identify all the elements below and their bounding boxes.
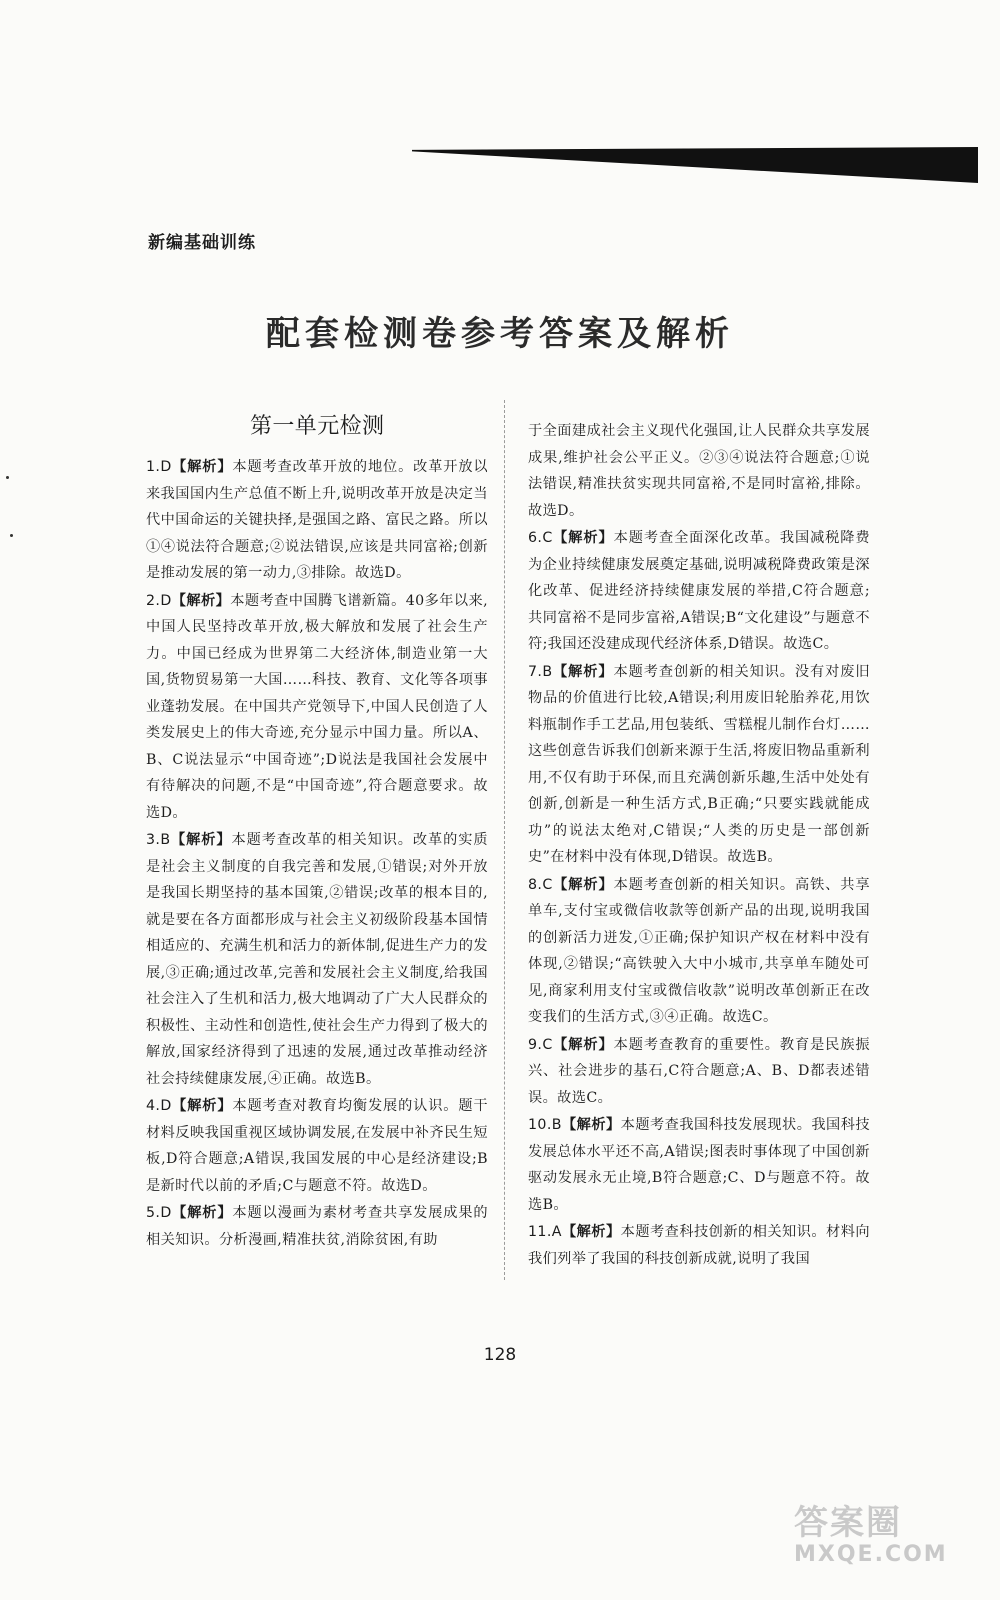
answer-number: 4.D bbox=[146, 1098, 172, 1114]
analysis-tag: 【解析】 bbox=[552, 663, 614, 680]
left-column bbox=[146, 412, 488, 1254]
scan-speck bbox=[6, 476, 9, 479]
answer-number: 7.B bbox=[528, 663, 553, 680]
analysis-text: 本题考查对教育均衡发展的认识。题干材料反映我国重视区域协调发展,在发展中补齐民生短板,D符合题意;A错误,我国发展的中心是经济建设;B是新时代以前的矛盾;C与题意不符。故选D。 bbox=[146, 1098, 488, 1194]
unit-heading: 第一单元检测 bbox=[250, 414, 385, 439]
answer-number: 9.C bbox=[528, 1036, 553, 1053]
watermark-logo bbox=[794, 1504, 974, 1574]
analysis-text: 本题考查中国腾飞谱新篇。40多年以来,中国人民坚持改革开放,极大解放和发展了社会生产力。中国已经成为世界第二大经济体,制造业第一大国,货物贸易第一大国……科技、教育、文化等各项事业蓬勃发展。在中国共产党领导下,中国人民创造了人类发展史上的伟大奇迹,充分显示中国力量。所以A、B、C说法显示“中国奇迹”;D说法是我国社会发展中有待解决的问题,不是“中国奇迹”,符合题意要求。故选D。 bbox=[146, 592, 488, 821]
scan-speck bbox=[10, 534, 13, 537]
answer-number: 6.C bbox=[528, 530, 553, 546]
answer-list-right bbox=[528, 525, 870, 1272]
analysis-text: 本题考查教育的重要性。教育是民族振兴、社会进步的基石,C符合题意;A、B、D都表述错误。故选C。 bbox=[528, 1036, 870, 1106]
answer-number: 5.D bbox=[146, 1205, 172, 1221]
page-number: 128 bbox=[483, 1345, 517, 1365]
analysis-text: 本题考查科技创新的相关知识。材料向我们列举了我国的科技创新成就,说明了我国 bbox=[528, 1224, 870, 1267]
answer-number: 2.D bbox=[146, 592, 172, 609]
answer-number: 10.B bbox=[528, 1117, 562, 1133]
watermark-text-top: 答案圈 bbox=[794, 1503, 902, 1543]
answer-number: 8.C bbox=[528, 876, 553, 893]
watermark-text-bottom: MXQE.COM bbox=[794, 1542, 948, 1567]
analysis-text: 本题考查改革的相关知识。改革的实质是社会主义制度的自我完善和发展,①错误;对外开放是我国长期坚持的基本国策,②错误;改革的根本目的,就是要在各方面都形成与社会主义初级阶段基本国情相适应的、充满生机和活力的新体制,促进生产力的发展,③正确;通过改革,完善和发展社会主义制度,给我国社会注入了生机和活力,极大地调动了广大人民群众的积极性、主动性和创造性,使社会生产力得到了极大的解放,国家经济得到了迅速的发展,通过改革推动经济社会持续健康发展,④正确。故选B。 bbox=[146, 832, 488, 1087]
analysis-tag: 【解析】 bbox=[171, 459, 233, 475]
answer-item bbox=[528, 1219, 870, 1272]
answer-number: 3.B bbox=[146, 832, 171, 848]
answer-item bbox=[528, 1032, 870, 1112]
header-decoration-bar bbox=[412, 147, 978, 183]
analysis-tag: 【解析】 bbox=[171, 1205, 233, 1221]
answer-item bbox=[528, 525, 870, 658]
analysis-text: 本题考查改革开放的地位。改革开放以来我国国内生产总值不断上升,说明改革开放是决定当代中国命运的关键抉择,是强国之路、富民之路。所以①④说法符合题意;②说法错误,应该是共同富裕;创新是推动发展的第一动力,③排除。故选D。 bbox=[146, 459, 488, 581]
answer-item bbox=[146, 827, 488, 1092]
analysis-text: 本题考查创新的相关知识。高铁、共享单车,支付宝或微信收款等创新产品的出现,说明我国的创新活力迸发,①正确;保护知识产权在材料中没有体现,②错误;“高铁驶入大中小城市,共享单车随处可见,商家利用支付宝或微信收款”说明改革创新正在改变我们的生活方式,③④正确。故选C。 bbox=[528, 876, 870, 1025]
analysis-tag: 【解析】 bbox=[561, 1224, 621, 1240]
page-title: 配套检测卷参考答案及解析 bbox=[266, 314, 734, 354]
analysis-text: 本题考查全面深化改革。我国减税降费为企业持续健康发展奠定基础,说明减税降费政策是深化改革、促进经济持续健康发展的举措,C符合题意;共同富裕不是同步富裕,A错误;B“文化建设”与题意不符;我国还没建成现代经济体系,D错误。故选C。 bbox=[528, 530, 870, 652]
column-divider bbox=[504, 400, 505, 1280]
analysis-tag: 【解析】 bbox=[171, 592, 231, 609]
answer-item bbox=[146, 1200, 488, 1253]
right-column bbox=[528, 418, 870, 1273]
analysis-tag: 【解析】 bbox=[170, 832, 232, 848]
analysis-tag: 【解析】 bbox=[552, 1036, 614, 1053]
answer-item bbox=[146, 454, 488, 587]
answer-number: 1.D bbox=[146, 459, 172, 475]
analysis-text: 本题以漫画为素材考查共享发展成果的相关知识。分析漫画,精准扶贫,消除贫困,有助 bbox=[146, 1205, 488, 1248]
analysis-text: 本题考查创新的相关知识。没有对废旧物品的价值进行比较,A错误;利用废旧轮胎养花,用饮料瓶制作手工艺品,用包装纸、雪糕棍儿制作台灯……这些创意告诉我们创新来源于生活,将废旧物品重新利用,不仅有助于环保,而且充满创新乐趣,生活中处处有创新,创新是一种生活方式,B正确;“只要实践就能成功”的说法太绝对,C错误;“人类的历史是一部创新史”在材料中没有体现,D错误。故选B。 bbox=[528, 663, 870, 865]
analysis-tag: 【解析】 bbox=[561, 1117, 621, 1133]
analysis-tag: 【解析】 bbox=[171, 1098, 233, 1114]
series-title: 新编基础训练 bbox=[148, 233, 256, 253]
analysis-tag: 【解析】 bbox=[552, 530, 614, 546]
answer-item bbox=[146, 588, 488, 827]
answer-list-left bbox=[146, 454, 488, 1253]
answer-item bbox=[528, 872, 870, 1031]
answer-item bbox=[528, 1112, 870, 1218]
answer-item bbox=[146, 1093, 488, 1199]
answer-item bbox=[528, 659, 870, 871]
answer-continuation: 于全面建成社会主义现代化强国,让人民群众共享发展成果,维护社会公平正义。②③④说法符合题意;①说法错误,精准扶贫实现共同富裕,不是同时富裕,排除。故选D。 bbox=[528, 423, 870, 519]
analysis-text: 本题考查我国科技发展现状。我国科技发展总体水平还不高,A错误;图表时事体现了中国创新驱动发展永无止境,B符合题意;C、D与题意不符。故选B。 bbox=[528, 1117, 870, 1213]
analysis-tag: 【解析】 bbox=[552, 876, 614, 893]
answer-number: 11.A bbox=[528, 1224, 562, 1240]
